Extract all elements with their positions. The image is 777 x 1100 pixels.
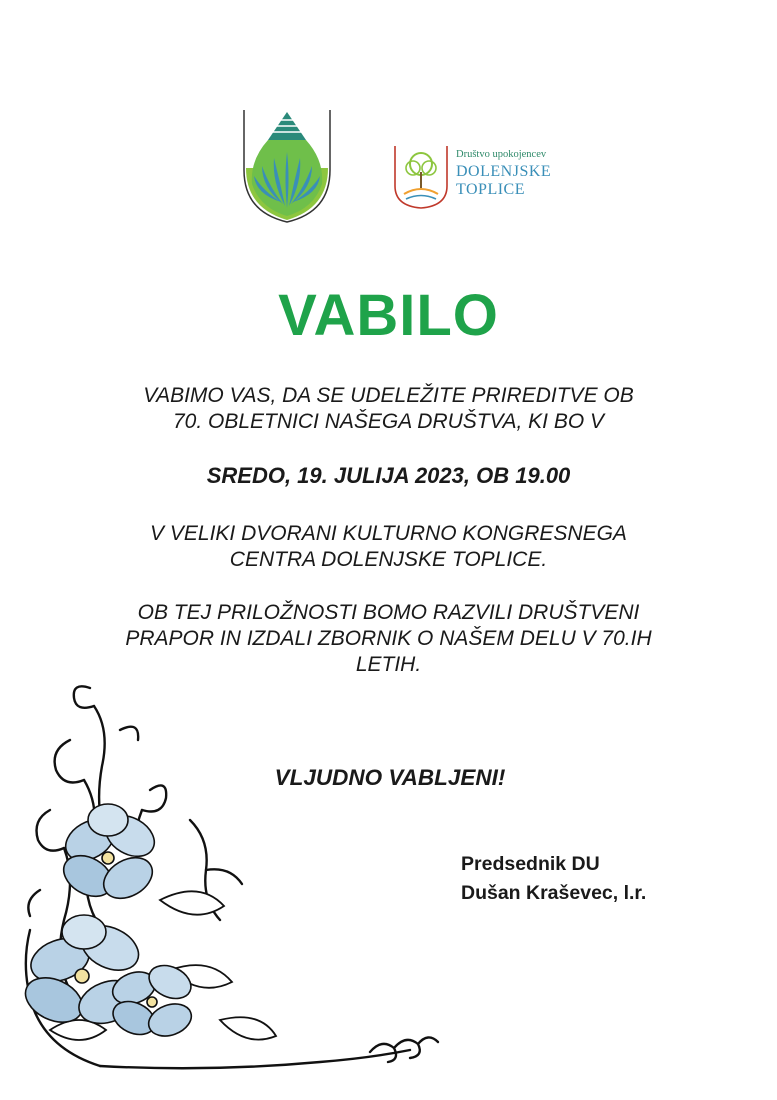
invitation-paragraph-3 bbox=[60, 600, 717, 678]
paragraph-1-line-1: VABIMO VAS, DA SE UDELEŽITE PRIREDITVE OB bbox=[143, 384, 634, 407]
invitation-paragraph-1 bbox=[60, 383, 717, 435]
du-name-line1: DOLENJSKE bbox=[456, 163, 552, 180]
paragraph-1-line-2: 70. OBLETNICI NAŠEGA DRUŠTVA, KI BO V bbox=[172, 410, 604, 433]
paragraph-2-line-2: CENTRA DOLENJSKE TOPLICE. bbox=[229, 548, 548, 571]
floral-corner-ornament bbox=[10, 670, 440, 1090]
du-subtitle: Društvo upokojencev bbox=[456, 149, 547, 160]
du-name-line2: TOPLICE bbox=[456, 181, 525, 198]
closing-greeting: VLJUDNO VABLJENI! bbox=[274, 765, 506, 790]
invitation-paragraph-2 bbox=[60, 521, 717, 573]
signature-block bbox=[461, 850, 646, 908]
invitation-title: VABILO bbox=[278, 283, 499, 348]
signature-role: Predsednik DU bbox=[461, 853, 600, 875]
tree-emblem-icon bbox=[392, 142, 450, 210]
paragraph-3-line-2: PRAPOR IN IZDALI ZBORNIK O NAŠEM DELU V 70.IH bbox=[125, 627, 652, 650]
event-date: SREDO, 19. JULIJA 2023, OB 19.00 bbox=[206, 463, 571, 488]
du-dolenjske-toplice-logo bbox=[392, 142, 572, 212]
paragraph-3-line-3: LETIH. bbox=[355, 653, 422, 676]
paragraph-2-line-1: V VELIKI DVORANI KULTURNO KONGRESNEGA bbox=[150, 522, 627, 545]
signature-name: Dušan Kraševec, l.r. bbox=[461, 882, 647, 904]
flower-icon bbox=[56, 804, 161, 907]
paragraph-3-line-1: OB TEJ PRILOŽNOSTI BOMO RAZVILI DRUŠTVENI bbox=[137, 601, 640, 624]
municipality-crest-logo bbox=[240, 108, 334, 224]
